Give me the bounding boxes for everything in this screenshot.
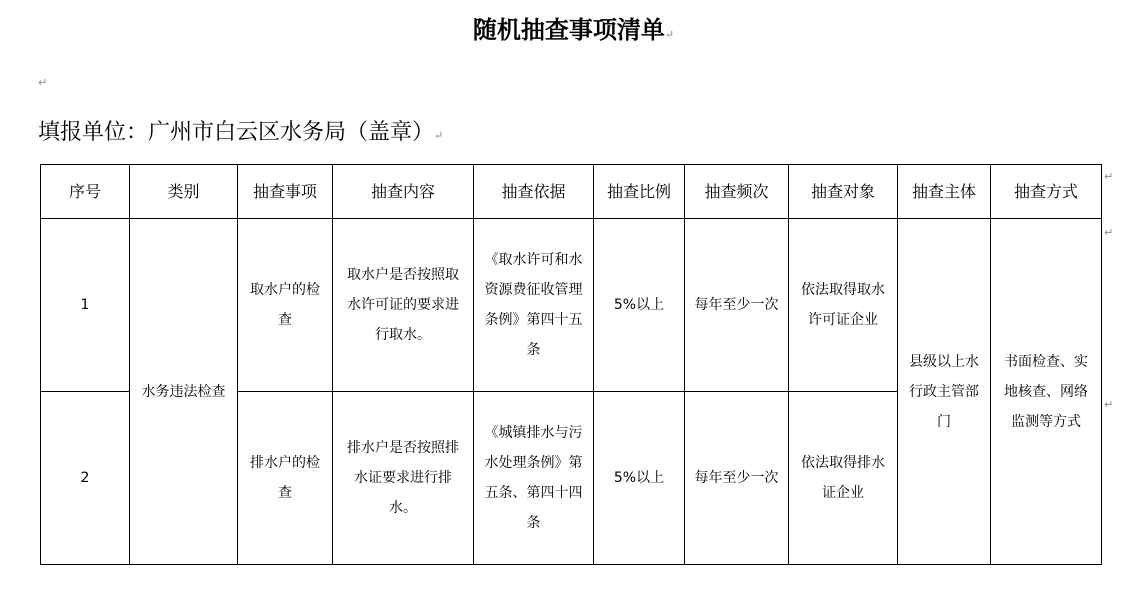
ratio-cell: 5%以上 bbox=[594, 392, 685, 565]
content-cell: 排水户是否按照排水证要求进行排水。 bbox=[333, 392, 474, 565]
row-number: 1 bbox=[41, 219, 130, 392]
basis-cell: 《城镇排水与污水处理条例》第五条、第四十四条 bbox=[474, 392, 594, 565]
subject-cell: 县级以上水行政主管部门 bbox=[898, 219, 991, 565]
target-cell: 依法取得排水证企业 bbox=[789, 392, 898, 565]
reporting-unit: 填报单位：广州市白云区水务局（盖章）↵ bbox=[38, 120, 444, 145]
category-cell: 水务违法检查 bbox=[130, 219, 238, 565]
header-cell: 抽查主体 bbox=[898, 165, 991, 219]
header-row bbox=[41, 165, 1102, 219]
header-cell: 抽查对象 bbox=[789, 165, 898, 219]
item-cell: 取水户的检查 bbox=[238, 219, 333, 392]
item-cell: 排水户的检查 bbox=[238, 392, 333, 565]
header-cell: 抽查方式 bbox=[991, 165, 1102, 219]
inspection-table bbox=[40, 164, 1102, 565]
method-cell: 书面检查、实地核查、网络监测等方式 bbox=[991, 219, 1102, 565]
row-end-mark-icon: ↵ bbox=[1104, 226, 1114, 239]
header-cell: 类别 bbox=[130, 165, 238, 219]
paragraph-mark-icon: ↵ bbox=[664, 28, 675, 41]
header-cell: 抽查事项 bbox=[238, 165, 333, 219]
paragraph-mark-icon: ↵ bbox=[434, 129, 444, 142]
basis-cell: 《取水许可和水资源费征收管理条例》第四十五条 bbox=[474, 219, 594, 392]
header-cell: 抽查内容 bbox=[333, 165, 474, 219]
row-end-mark-icon: ↵ bbox=[1104, 170, 1114, 183]
header-cell: 抽查频次 bbox=[685, 165, 789, 219]
header-cell: 抽查依据 bbox=[474, 165, 594, 219]
content-cell: 取水户是否按照取水许可证的要求进行取水。 bbox=[333, 219, 474, 392]
ratio-cell: 5%以上 bbox=[594, 219, 685, 392]
table-row bbox=[41, 219, 1102, 392]
frequency-cell: 每年至少一次 bbox=[685, 392, 789, 565]
header-cell: 序号 bbox=[41, 165, 130, 219]
row-number: 2 bbox=[41, 392, 130, 565]
row-end-mark-icon: ↵ bbox=[1104, 398, 1114, 411]
header-cell: 抽查比例 bbox=[594, 165, 685, 219]
paragraph-mark-icon: ↵ bbox=[38, 76, 48, 89]
frequency-cell: 每年至少一次 bbox=[685, 219, 789, 392]
target-cell: 依法取得取水许可证企业 bbox=[789, 219, 898, 392]
doc-title: 随机抽查事项清单↵ bbox=[472, 15, 675, 44]
